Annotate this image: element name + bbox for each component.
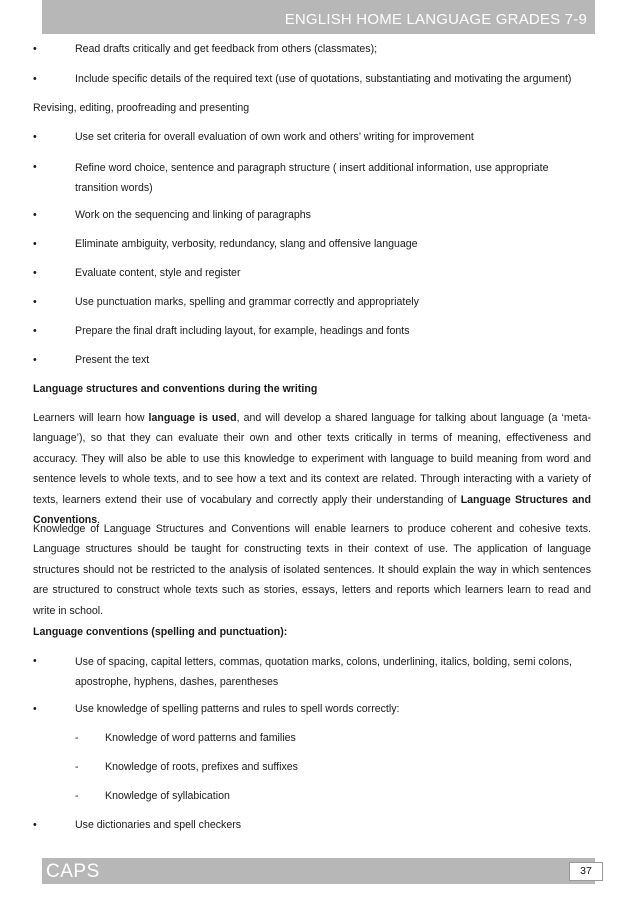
paragraph-text: .	[97, 514, 101, 527]
bullet-marker: •	[33, 161, 37, 173]
section-subheading: Revising, editing, proofreading and presenting	[33, 102, 250, 114]
dash-marker: -	[75, 790, 79, 802]
page-header	[42, 0, 595, 34]
paragraph	[33, 408, 591, 530]
section-heading: Language structures and conventions during the writing	[33, 383, 318, 395]
dash-marker: -	[75, 732, 79, 744]
paragraph: Knowledge of Language Structures and Conventions will enable learners to produce coherent and cohesive texts. Language structures should be taught for constructing texts in their context of use. The application of language structures should not be restricted to the analysis of isolated sentences. It should explain the way in which sentences are structured to construct whole texts such as stories, essays, letters and reports which learners learn to read and write in school.	[33, 523, 591, 617]
list-item-text: Present the text	[75, 354, 150, 366]
list-item-text: Eliminate ambiguity, verbosity, redundancy, slang and offensive language	[75, 238, 418, 250]
sub-list-item-text: Knowledge of roots, prefixes and suffixes	[105, 761, 298, 773]
page-number: 37	[569, 862, 603, 881]
list-item-text: Use dictionaries and spell checkers	[75, 819, 242, 831]
sub-list-item-text: Knowledge of syllabication	[105, 790, 230, 802]
bullet-marker: •	[33, 354, 37, 366]
dash-marker: -	[75, 761, 79, 773]
bullet-marker: •	[33, 703, 37, 715]
bullet-marker: •	[33, 73, 37, 85]
bullet-marker: •	[33, 43, 37, 55]
bullet-marker: •	[33, 819, 37, 831]
list-item-text: Prepare the final draft including layout, for example, headings and fonts	[75, 325, 410, 337]
page-footer	[42, 858, 595, 884]
paragraph-text: Learners will learn how	[33, 412, 149, 424]
list-item-text: Include specific details of the required text (use of quotations, substantiating and motivating the argument)	[75, 73, 572, 85]
paragraph-bold-text: language is used	[148, 412, 237, 424]
list-item-text: Work on the sequencing and linking of paragraphs	[75, 209, 311, 221]
sub-list-item-text: Knowledge of word patterns and families	[105, 732, 296, 744]
list-item-text: Refine word choice, sentence and paragraph structure ( insert additional information, use appropriate transition words)	[75, 162, 549, 194]
list-item-text: Read drafts critically and get feedback from others (classmates);	[75, 43, 378, 55]
bullet-marker: •	[33, 655, 37, 667]
list-item-text: Use of spacing, capital letters, commas, quotation marks, colons, underlining, italics, bolding, semi colons, apostrophe, hyphens, dashes, parentheses	[75, 656, 572, 688]
bullet-marker: •	[33, 325, 37, 337]
paragraph-bold-text: Language Structures and Conventions	[33, 493, 591, 527]
list-item-text: Use set criteria for overall evaluation of own work and others’ writing for improvement	[75, 131, 474, 143]
bullet-marker: •	[33, 209, 37, 221]
list-item-text: Use knowledge of spelling patterns and rules to spell words correctly:	[75, 703, 400, 715]
paragraph-text: , and will develop a shared language for talking about language (a ‘meta-language’), so that they can evaluate their own and other texts critically in terms of meaning, effectiveness and accuracy. They will also be able to use this knowledge to experiment with language to build meaning from word and sentence levels to whole texts, and to see how a text and its context are related. Through interacting with a variety of texts, learners extend their use of vocabulary and correctly apply their understanding of	[33, 412, 591, 506]
bullet-marker: •	[33, 296, 37, 308]
bullet-marker: •	[33, 238, 37, 250]
list-item-text: Use punctuation marks, spelling and grammar correctly and appropriately	[75, 296, 419, 308]
bullet-marker: •	[33, 131, 37, 143]
bullet-marker: •	[33, 267, 37, 279]
list-item-text: Evaluate content, style and register	[75, 267, 241, 279]
section-heading: Language conventions (spelling and punctuation):	[33, 626, 288, 638]
footer-label: CAPS	[46, 861, 100, 882]
header-title: ENGLISH HOME LANGUAGE GRADES 7-9	[284, 11, 587, 28]
